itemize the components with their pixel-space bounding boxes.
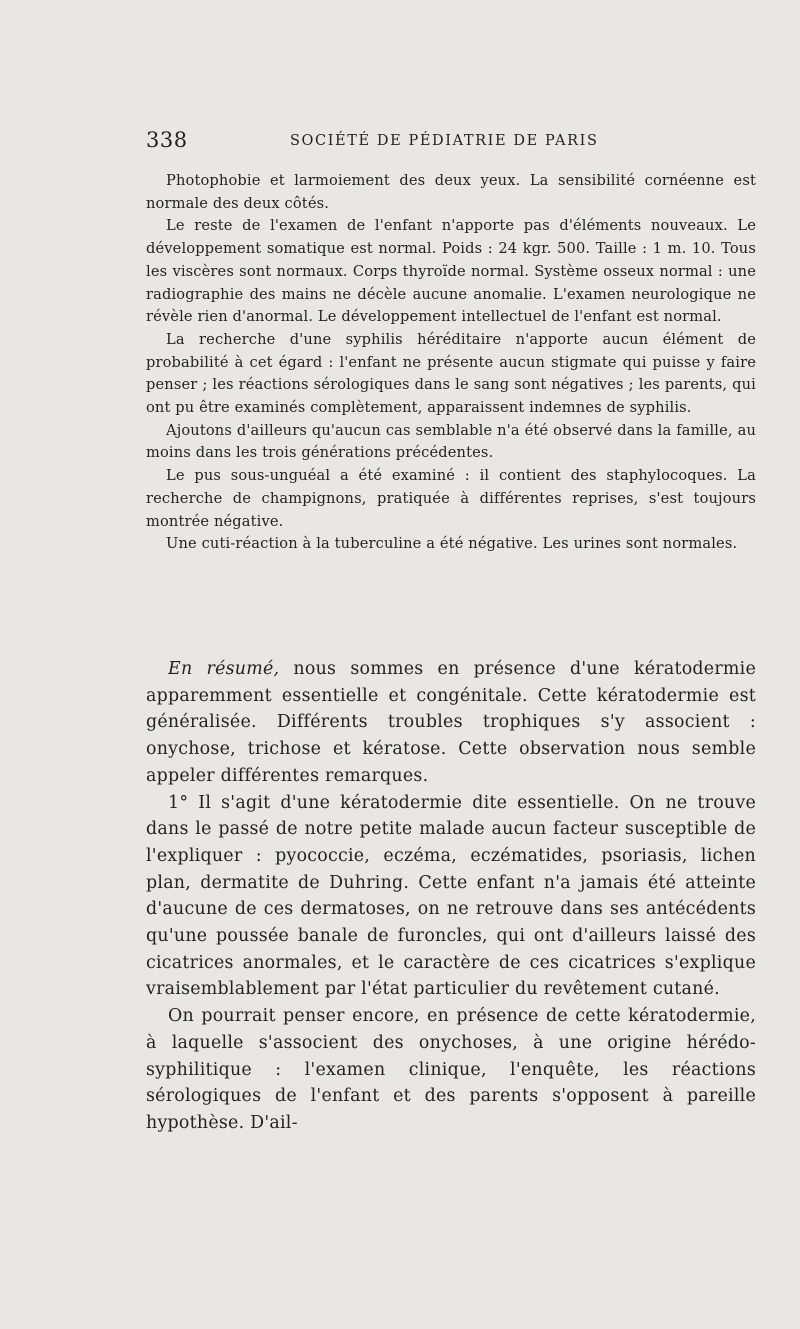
paragraph-essential: 1° Il s'agit d'une kératodermie dite essentielle. On ne trouve dans le passé de notre petite malade aucun facteur susceptible de l'expliquer : pyococcie, eczéma, eczématides, psoriasis, lichen plan, dermatite de Duhring. Cette enfant n'a jamais été atteinte d'aucune de ces dermatoses, on ne retrouve dans ses antécédents qu'une poussée banale de furoncles, qui ont d'ailleurs laissé des cicatrices anormales, et le caractère de ces cicatrices s'explique vraisemblablement par l'état particulier du revêtement cutané. <box>146 792 756 1000</box>
running-head: SOCIÉTÉ DE PÉDIATRIE DE PARIS <box>290 133 599 149</box>
page-number: 338 <box>146 128 188 152</box>
page-header <box>146 128 756 158</box>
paragraph-eyes: Photophobie et larmoiement des deux yeux. La sensibilité cornéenne est normale des deux côtés. <box>146 172 756 212</box>
paragraph-family: Ajoutons d'ailleurs qu'aucun cas semblable n'a été observé dans la famille, au moins dans les trois générations précédentes. <box>146 421 756 462</box>
paragraph-syphilis: La recherche d'une syphilis héréditaire n'apporte aucun élément de probabilité à cet égard : l'enfant ne présente aucun stigmate qui puisse y faire penser ; les réactions sérologiques dans le sang sont négatives ; les parents, qui ont pu être examinés complètement, apparaissent indemnes de syphilis. <box>146 330 756 417</box>
paragraph-tuberculin: Une cuti-réaction à la tuberculine a été négative. Les urines sont normales. <box>166 535 738 553</box>
summary-lead-in: En résumé, <box>168 659 280 679</box>
discussion-text <box>146 656 756 1137</box>
paragraph-summary <box>146 656 756 790</box>
paragraph-pus: Le pus sous-unguéal a été examiné : il contient des staphylocoques. La recherche de champignons, pratiquée à différentes reprises, s'est toujours montrée négative. <box>146 467 756 530</box>
observation-details <box>146 170 756 556</box>
paragraph-hereditary: On pourrait penser encore, en présence de cette kératodermie, à laquelle s'associent des onychoses, à une origine hérédo-syphilitique : l'examen clinique, l'enquête, les réactions sérologiques de l'enfant et des parents s'opposent à pareille hypothèse. D'ail- <box>146 1006 756 1133</box>
summary-body: nous sommes en présence d'une kératodermie apparemment essentielle et congénitale. Cette kératodermie est généralisée. Différents troubles trophiques s'y associent : onychose, trichose et kératose. Cette observation nous semble appeler différentes remarques. <box>146 659 757 786</box>
paragraph-examination: Le reste de l'examen de l'enfant n'apporte pas d'éléments nouveaux. Le développement somatique est normal. Poids : 24 kgr. 500. Taille : 1 m. 10. Tous les viscères sont normaux. Corps thyroïde normal. Système osseux normal : une radiographie des mains ne décèle aucune anomalie. L'examen neurologique ne révèle rien d'anormal. Le développement intellectuel de l'enfant est normal. <box>146 217 756 326</box>
